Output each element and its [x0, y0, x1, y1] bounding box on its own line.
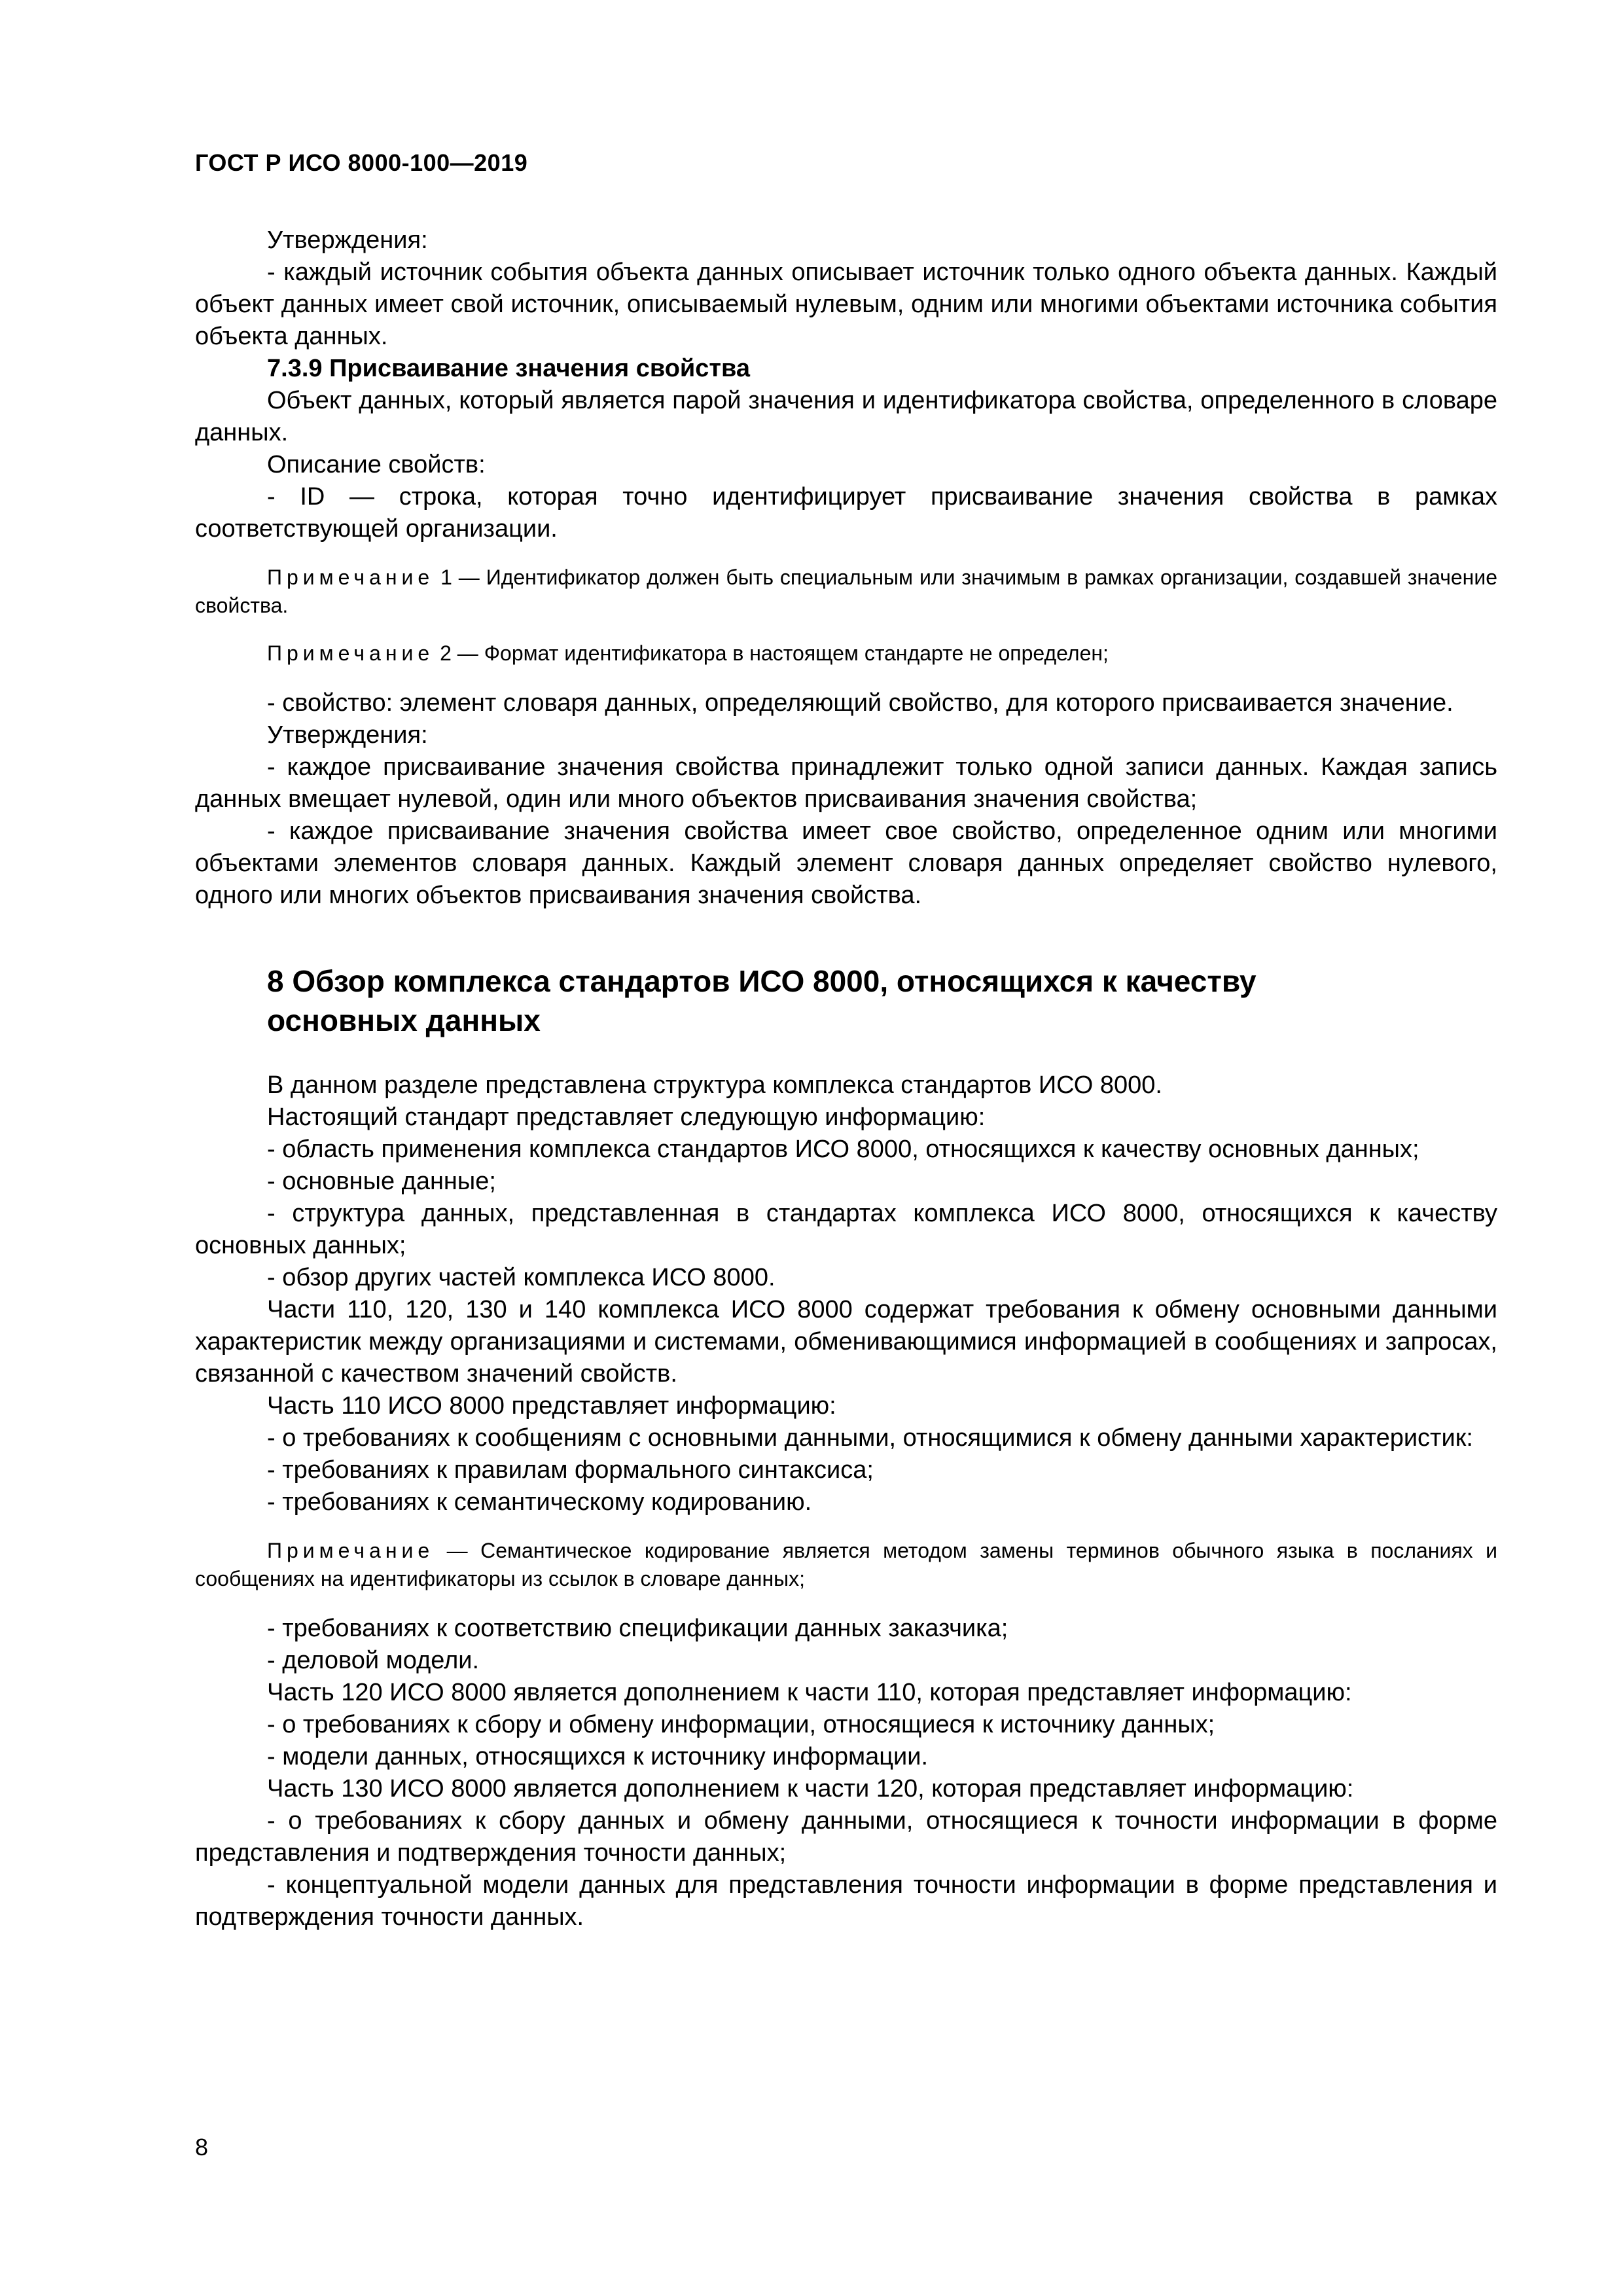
note-label: Примечание: [267, 641, 435, 665]
section-heading-line: 8 Обзор комплекса стандартов ИСО 8000, относящихся к качеству: [267, 964, 1257, 998]
paragraph: Объект данных, который является парой значения и идентификатора свойства, определенного в словаре данных.: [195, 387, 1497, 446]
paragraph: - область применения комплекса стандартов ИСО 8000, относящихся к качеству основных данных;: [267, 1136, 1419, 1163]
paragraph: - ID — строка, которая точно идентифицирует присваивание значения свойства в рамках соответствующей организации.: [195, 483, 1497, 543]
paragraph: - требованиях к правилам формального синтаксиса;: [267, 1456, 874, 1484]
paragraph: - каждое присваивание значения свойства принадлежит только одной записи данных. Каждая запись данных вмещает нулевой, один или много объектов присваивания значения свойства;: [195, 753, 1497, 813]
paragraph: Утверждения:: [267, 226, 428, 254]
paragraph: Часть 130 ИСО 8000 является дополнением к части 120, которая представляет информацию:: [267, 1775, 1354, 1803]
note-text: — Семантическое кодирование является методом замены терминов обычного языка в посланиях и сообщениях на идентификаторы из ссылок в словаре данных;: [195, 1539, 1497, 1590]
paragraph: Утверждения:: [267, 721, 428, 749]
subsection-heading-7-3-9: 7.3.9 Присваивание значения свойства: [267, 355, 751, 382]
paragraph: - свойство: элемент словаря данных, определяющий свойство, для которого присваивается значение.: [267, 689, 1454, 717]
paragraph: - структура данных, представленная в стандартах комплекса ИСО 8000, относящихся к качеству основных данных;: [195, 1200, 1497, 1259]
paragraph: - деловой модели.: [267, 1647, 480, 1674]
note-text: 2 — Формат идентификатора в настоящем стандарте не определен;: [434, 641, 1109, 665]
paragraph: - модели данных, относящихся к источнику информации.: [267, 1743, 929, 1770]
note-1: [195, 564, 1497, 620]
paragraph: - концептуальной модели данных для представления точности информации в форме представления и подтверждения точности данных.: [195, 1871, 1497, 1931]
paragraph: - требованиях к семантическому кодированию.: [267, 1488, 812, 1516]
paragraph: - обзор других частей комплекса ИСО 8000.: [267, 1264, 776, 1291]
standard-code-header: ГОСТ Р ИСО 8000-100—2019: [195, 149, 528, 176]
note-label: Примечание: [267, 1539, 435, 1562]
section-heading-line: основных данных: [267, 1003, 541, 1037]
page-number: 8: [195, 2134, 209, 2161]
paragraph: В данном разделе представлена структура комплекса стандартов ИСО 8000.: [267, 1071, 1162, 1099]
paragraph: - каждый источник события объекта данных описывает источник только одного объекта данных. Каждый объект данных имеет свой источник, описываемый нулевым, одним или многими объектами источника события объекта данных.: [195, 259, 1497, 350]
page-content: [195, 224, 1497, 1933]
paragraph: Настоящий стандарт представляет следующую информацию:: [267, 1103, 986, 1131]
paragraph: Части 110, 120, 130 и 140 комплекса ИСО 8000 содержат требования к обмену основными данными характеристик между организациями и системами, обменивающимися информацией в сообщениях и запросах, связанной с качеством значений свойств.: [195, 1296, 1497, 1388]
note-2: [195, 639, 1497, 668]
note-3: [195, 1537, 1497, 1593]
section-heading-8: [267, 961, 1497, 1040]
paragraph: - о требованиях к сбору данных и обмену данными, относящиеся к точности информации в форме представления и подтверждения точности данных;: [195, 1807, 1497, 1867]
paragraph: - о требованиях к сообщениям с основными данными, относящимися к обмену данными характеристик:: [267, 1424, 1473, 1452]
paragraph: Описание свойств:: [267, 451, 486, 478]
paragraph: Часть 110 ИСО 8000 представляет информацию:: [267, 1392, 836, 1420]
paragraph: - требованиях к соответствию спецификации данных заказчика;: [267, 1615, 1008, 1642]
paragraph: Часть 120 ИСО 8000 является дополнением к части 110, которая представляет информацию:: [267, 1679, 1352, 1706]
paragraph: - каждое присваивание значения свойства имеет свое свойство, определенное одним или многими объектами элементов словаря данных. Каждый элемент словаря данных определяет свойство нулевого, одного или многих объектов присваивания значения свойства.: [195, 817, 1497, 909]
paragraph: - о требованиях к сбору и обмену информации, относящиеся к источнику данных;: [267, 1711, 1215, 1738]
paragraph: - основные данные;: [267, 1168, 496, 1195]
note-text: 1 — Идентификатор должен быть специальным или значимым в рамках организации, создавшей значение свойства.: [195, 565, 1497, 617]
note-label: Примечание: [267, 565, 435, 589]
